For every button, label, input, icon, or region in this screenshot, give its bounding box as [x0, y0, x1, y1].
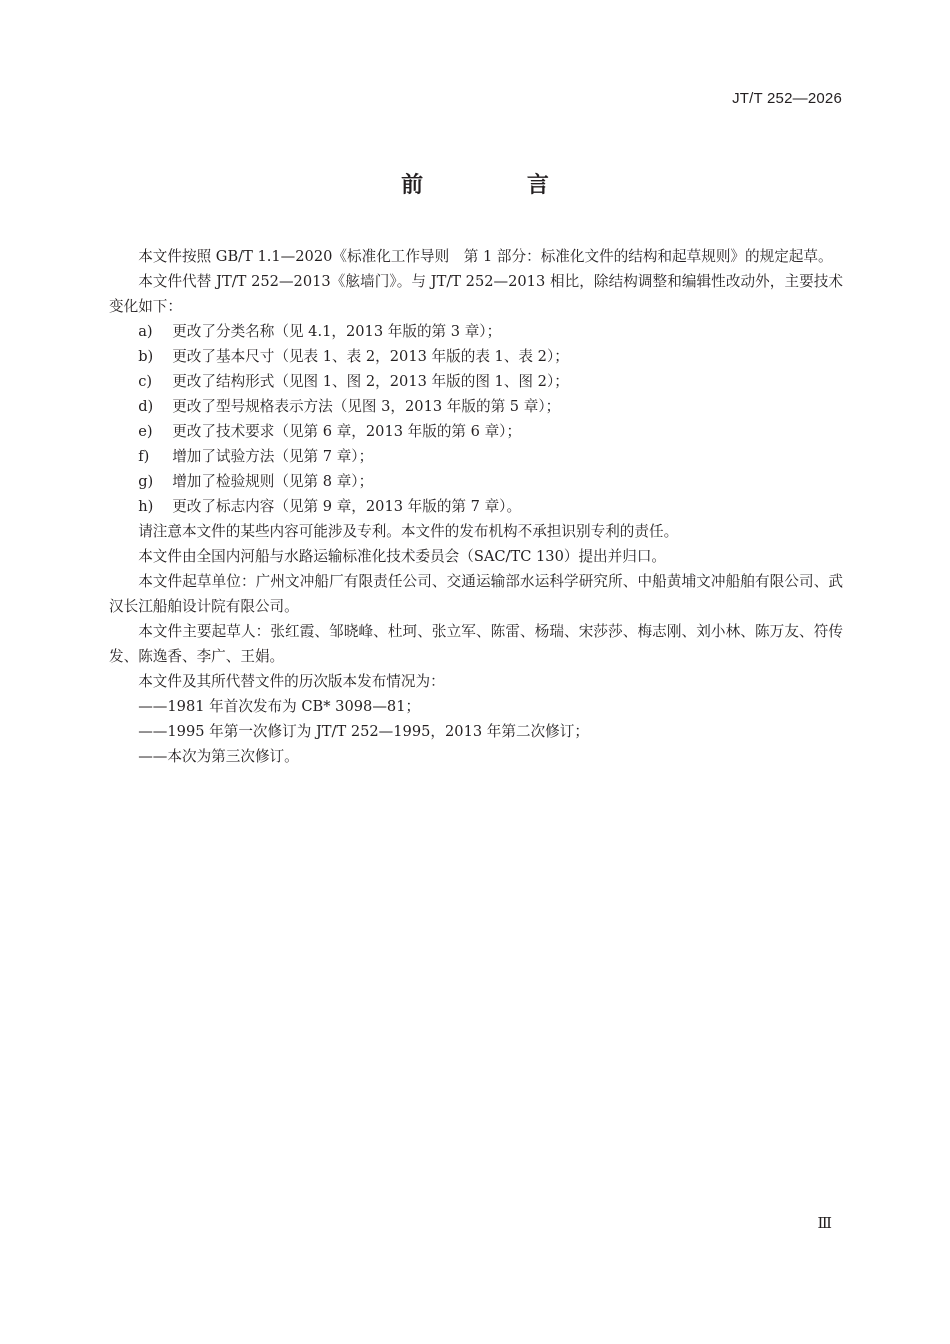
list-item [109, 469, 843, 494]
drafting-rules-paragraph: 本文件按照 GB/T 1.1—2020《标准化工作导则 第 1 部分：标准化文件的结构和起草规则》的规定起草。 [138, 248, 833, 265]
list-marker: h) [138, 498, 154, 515]
changes-list [109, 319, 843, 519]
list-marker: g) [138, 473, 154, 490]
list-text: 增加了试验方法（见第 7 章）； [172, 448, 374, 465]
list-marker: e) [138, 423, 153, 440]
history-list [109, 694, 843, 769]
history-item: ——本次为第三次修订。 [138, 748, 299, 765]
list-marker: b) [138, 348, 154, 365]
list-item [109, 369, 843, 394]
list-item [109, 419, 843, 444]
committee-statement: 本文件由全国内河船与水路运输标准化技术委员会（SAC/TC 130）提出并归口。 [138, 548, 667, 565]
list-marker: c) [138, 373, 153, 390]
list-text: 更改了分类名称（见 4.1，2013 年版的第 3 章）； [172, 323, 502, 340]
list-marker: f) [138, 448, 150, 465]
list-text: 更改了型号规格表示方法（见图 3，2013 年版的第 5 章）； [172, 398, 561, 415]
list-text: 更改了标志内容（见第 9 章，2013 年版的第 7 章）。 [172, 498, 522, 515]
list-text: 更改了结构形式（见图 1、图 2，2013 年版的图 1、图 2）； [172, 373, 569, 390]
foreword-body [109, 244, 843, 769]
list-marker: d) [138, 398, 154, 415]
patent-notice: 请注意本文件的某些内容可能涉及专利。本文件的发布机构不承担识别专利的责任。 [138, 523, 679, 540]
list-marker: a) [138, 323, 153, 340]
history-item: ——1981 年首次发布为 CB* 3098—81； [138, 698, 421, 715]
history-item: ——1995 年第一次修订为 JT/T 252—1995，2013 年第二次修订； [138, 723, 589, 740]
list-item [109, 394, 843, 419]
history-intro: 本文件及其所代替文件的历次版本发布情况为： [138, 673, 445, 690]
page-number: Ⅲ [817, 1214, 832, 1232]
list-item [109, 344, 843, 369]
list-text: 增加了检验规则（见第 8 章）； [172, 473, 374, 490]
list-item [109, 319, 843, 344]
document-code: JT/T 252—2026 [732, 90, 842, 107]
list-item [109, 444, 843, 469]
list-text: 更改了基本尺寸（见表 1、表 2，2013 年版的表 1、表 2）； [172, 348, 569, 365]
page-title: 前 言 [401, 173, 597, 198]
list-item [109, 494, 843, 519]
replacement-paragraph: 本文件代替 JT/T 252—2013《舷墙门》。与 JT/T 252—2013 相比，除结构调整和编辑性改动外，主要技术变化如下： [109, 273, 843, 315]
drafting-units: 本文件起草单位：广州文冲船厂有限责任公司、交通运输部水运科学研究所、中船黄埔文冲船舶有限公司、武汉长江船舶设计院有限公司。 [109, 573, 843, 615]
drafters: 本文件主要起草人：张红霞、邹晓峰、杜珂、张立军、陈雷、杨瑞、宋莎莎、梅志刚、刘小林、陈万友、符传发、陈逸香、李广、王娟。 [109, 623, 843, 665]
list-text: 更改了技术要求（见第 6 章，2013 年版的第 6 章）； [172, 423, 522, 440]
